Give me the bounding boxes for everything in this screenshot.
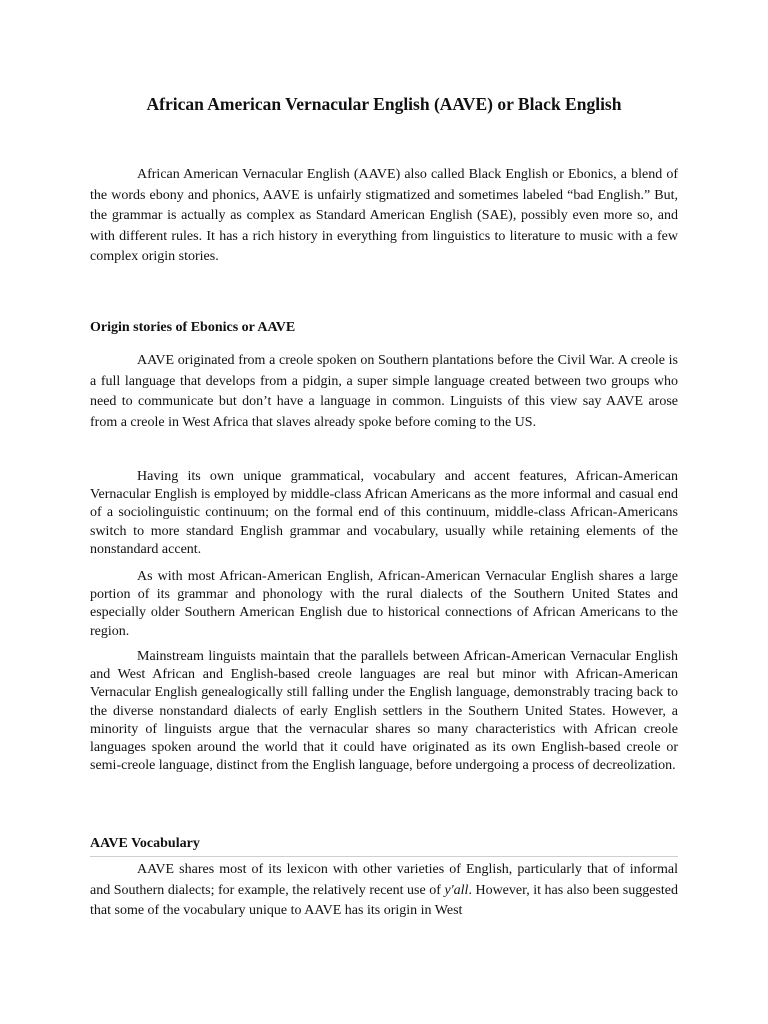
vocabulary-paragraph-1 xyxy=(90,860,678,922)
intro-paragraph: African American Vernacular English (AAVE) also called Black English or Ebonics, a blend of the words ebony and phonics, AAVE is unfairly stigmatized and sometimes labeled “bad English.” But, the grammar is actually as complex as Standard American English (SAE), possibly even more so, and with different rules. It has a rich history in everything from linguistics to literature to music with a few complex origin stories. xyxy=(90,167,678,265)
section-heading-vocabulary: AAVE Vocabulary xyxy=(90,834,678,857)
vocabulary-term-yall: y'all xyxy=(444,882,469,898)
vocabulary-text-before: AAVE shares most of its lexicon with other varieties of English, particularly that of informal and Southern dialects; for example, the relatively recent use of xyxy=(90,862,678,898)
origin-paragraph-2: Having its own unique grammatical, vocabulary and accent features, African-American Vernacular English is employed by middle-class African Americans as the more informal and casual end of a sociolinguistic continuum; on the formal end of this continuum, middle-class African-Americans switch to more standard English grammar and vocabulary, usually while retaining elements of the nonstandard accent. xyxy=(90,469,678,557)
origin-paragraph-3: As with most African-American English, African-American Vernacular English shares a large portion of its grammar and phonology with the rural dialects of the Southern United States and especially older Southern American English due to historical connections of African Americans to the region. xyxy=(90,569,678,639)
origin-paragraph-4: Mainstream linguists maintain that the parallels between African-American Vernacular English and West African and English-based creole languages are real but minor with African-American Vernacular English genealogically still falling under the English language, demonstrably tracing back to the diverse nonstandard dialects of early English settlers in the Southern United States. However, a minority of linguists argue that the vernacular shares so many characteristics with African creole languages spoken around the world that it could have originated as its own English-based creole or semi-creole language, distinct from the English language, before undergoing a process of decreolization. xyxy=(90,649,678,774)
document-title: African American Vernacular English (AAVE) or Black English xyxy=(146,94,622,114)
origin-paragraph-1: AAVE originated from a creole spoken on Southern plantations before the Civil War. A creole is a full language that develops from a pidgin, a super simple language created between two groups who need to communicate but don’t have a language in common. Linguists of this view say AAVE arose from a creole in West Africa that slaves already spoke before coming to the US. xyxy=(90,353,678,430)
section-heading-origin: Origin stories of Ebonics or AAVE xyxy=(90,320,296,335)
vocabulary-text-after: . However, it has also been suggested that some of the vocabulary unique to AAVE has its origin in West xyxy=(90,882,678,919)
